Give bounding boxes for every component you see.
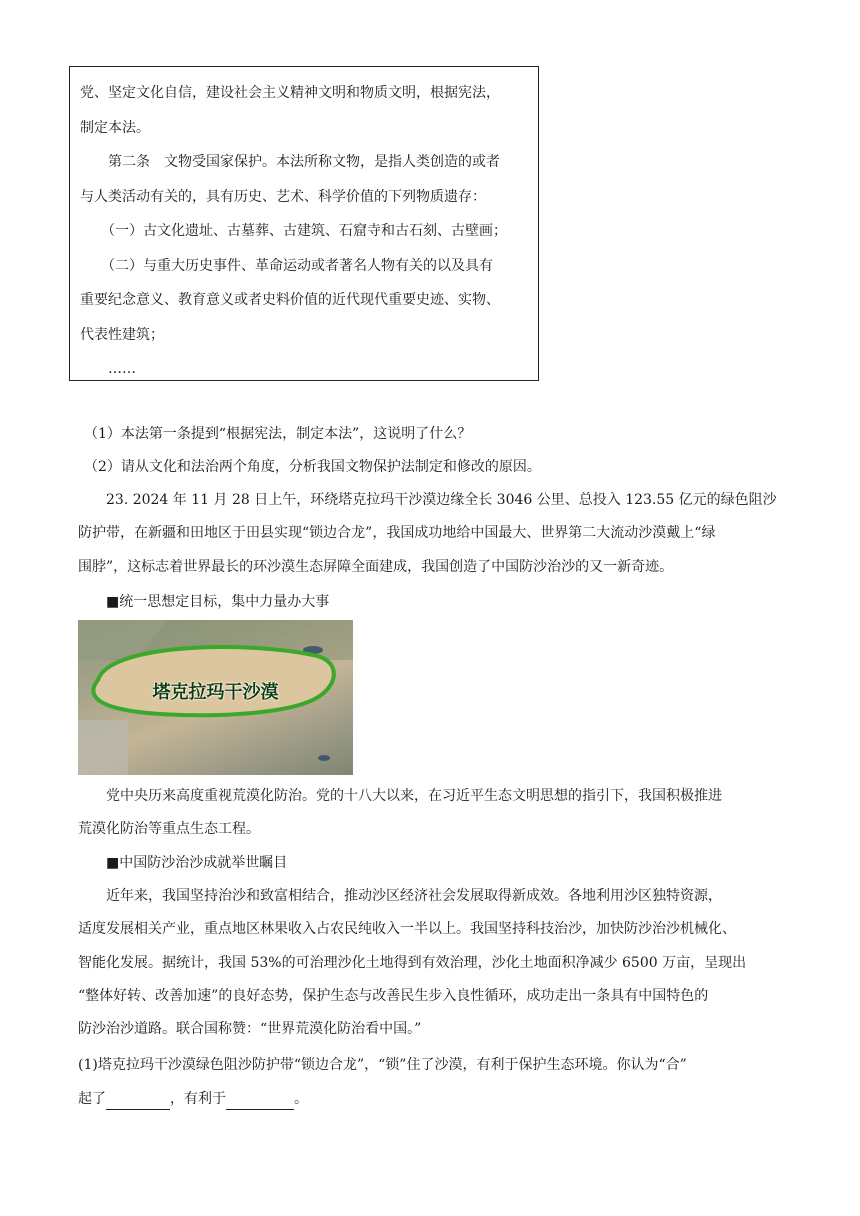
question-22-2: （2）请从文化和法治两个角度，分析我国文物保护法制定和修改的原因。 — [84, 459, 541, 475]
sub-question-1-blanks — [78, 1089, 308, 1110]
q23-intro-line: 围脖”，这标志着世界最长的环沙漠生态屏障全面建成，我国创造了中国防沙治沙的又一新奇迹。 — [78, 559, 674, 575]
question-22-1: （1）本法第一条提到“根据宪法，制定本法”，这说明了什么？ — [84, 426, 472, 442]
paragraph-line: “整体好转、改善加速”的良好态势，保护生态与改善民生步入良性循环，成功走出一条具有中国特色的 — [78, 988, 709, 1004]
law-line: 制定本法。 — [80, 119, 150, 136]
sub-question-text: 。 — [294, 1091, 308, 1107]
q23-intro-line: 防护带，在新疆和田地区于田县实现“锁边合龙”，我国成功地给中国最大、世界第二大流动沙漠戴上“绿 — [78, 525, 716, 541]
sub-question-text: ，有利于 — [170, 1091, 226, 1107]
law-line: 代表性建筑； — [80, 326, 164, 343]
paragraph-line: 适度发展相关产业，重点地区林果收入占农民纯收入一半以上。我国坚持科技治沙，加快防沙治沙机械化、 — [78, 921, 736, 937]
sub-question-1: (1)塔克拉玛干沙漠绿色阻沙防护带“锁边合龙”，“锁”住了沙漠，有利于保护生态环境。你认为“合” — [78, 1057, 687, 1073]
paragraph-line: 智能化发展。据统计，我国 53%的可治理沙化土地得到有效治理，沙化土地面积净减少 6500 万亩，呈现出 — [78, 955, 747, 971]
law-excerpt-box — [69, 66, 539, 381]
law-line: 第二条 文物受国家保护。本法所称文物，是指人类创造的或者 — [80, 154, 500, 170]
law-line: 与人类活动有关的，具有历史、艺术、科学价值的下列物质遗存： — [80, 188, 486, 205]
desert-satellite-map — [78, 620, 353, 775]
paragraph-line: 党中央历来高度重视荒漠化防治。党的十八大以来，在习近平生态文明思想的指引下，我国积极推进 — [106, 788, 722, 804]
paragraph-line: 防沙治沙道路。联合国称赞：“世界荒漠化防治看中国。” — [78, 1021, 422, 1037]
section-heading: ■统一思想定目标，集中力量办大事 — [106, 594, 330, 610]
sub-question-text: 起了 — [78, 1091, 106, 1107]
answer-blank[interactable] — [106, 1089, 170, 1110]
law-line: （一）古文化遗址、古墓葬、古建筑、石窟寺和古石刻、古壁画； — [80, 223, 507, 239]
paragraph-line: 荒漠化防治等重点生态工程。 — [78, 821, 260, 837]
q23-intro-line: 23. 2024 年 11 月 28 日上午，环绕塔克拉玛干沙漠边缘全长 3046 公里、总投入 123.55 亿元的绿色阻沙 — [106, 492, 777, 508]
paragraph-line: 近年来，我国坚持治沙和致富相结合，推动沙区经济社会发展取得新成效。各地利用沙区独特资源， — [106, 888, 722, 904]
map-label: 塔克拉玛干沙漠 — [152, 682, 279, 703]
law-line: 重要纪念意义、教育意义或者史料价值的近代现代重要史迹、实物、 — [80, 292, 500, 308]
law-line: …… — [80, 361, 136, 377]
section-heading: ■中国防沙治沙成就举世瞩目 — [106, 855, 288, 871]
answer-blank[interactable] — [226, 1089, 294, 1110]
law-line: 党、坚定文化自信，建设社会主义精神文明和物质文明，根据宪法， — [80, 85, 500, 101]
law-line: （二）与重大历史事件、革命运动或者著名人物有关的以及具有 — [80, 257, 493, 274]
